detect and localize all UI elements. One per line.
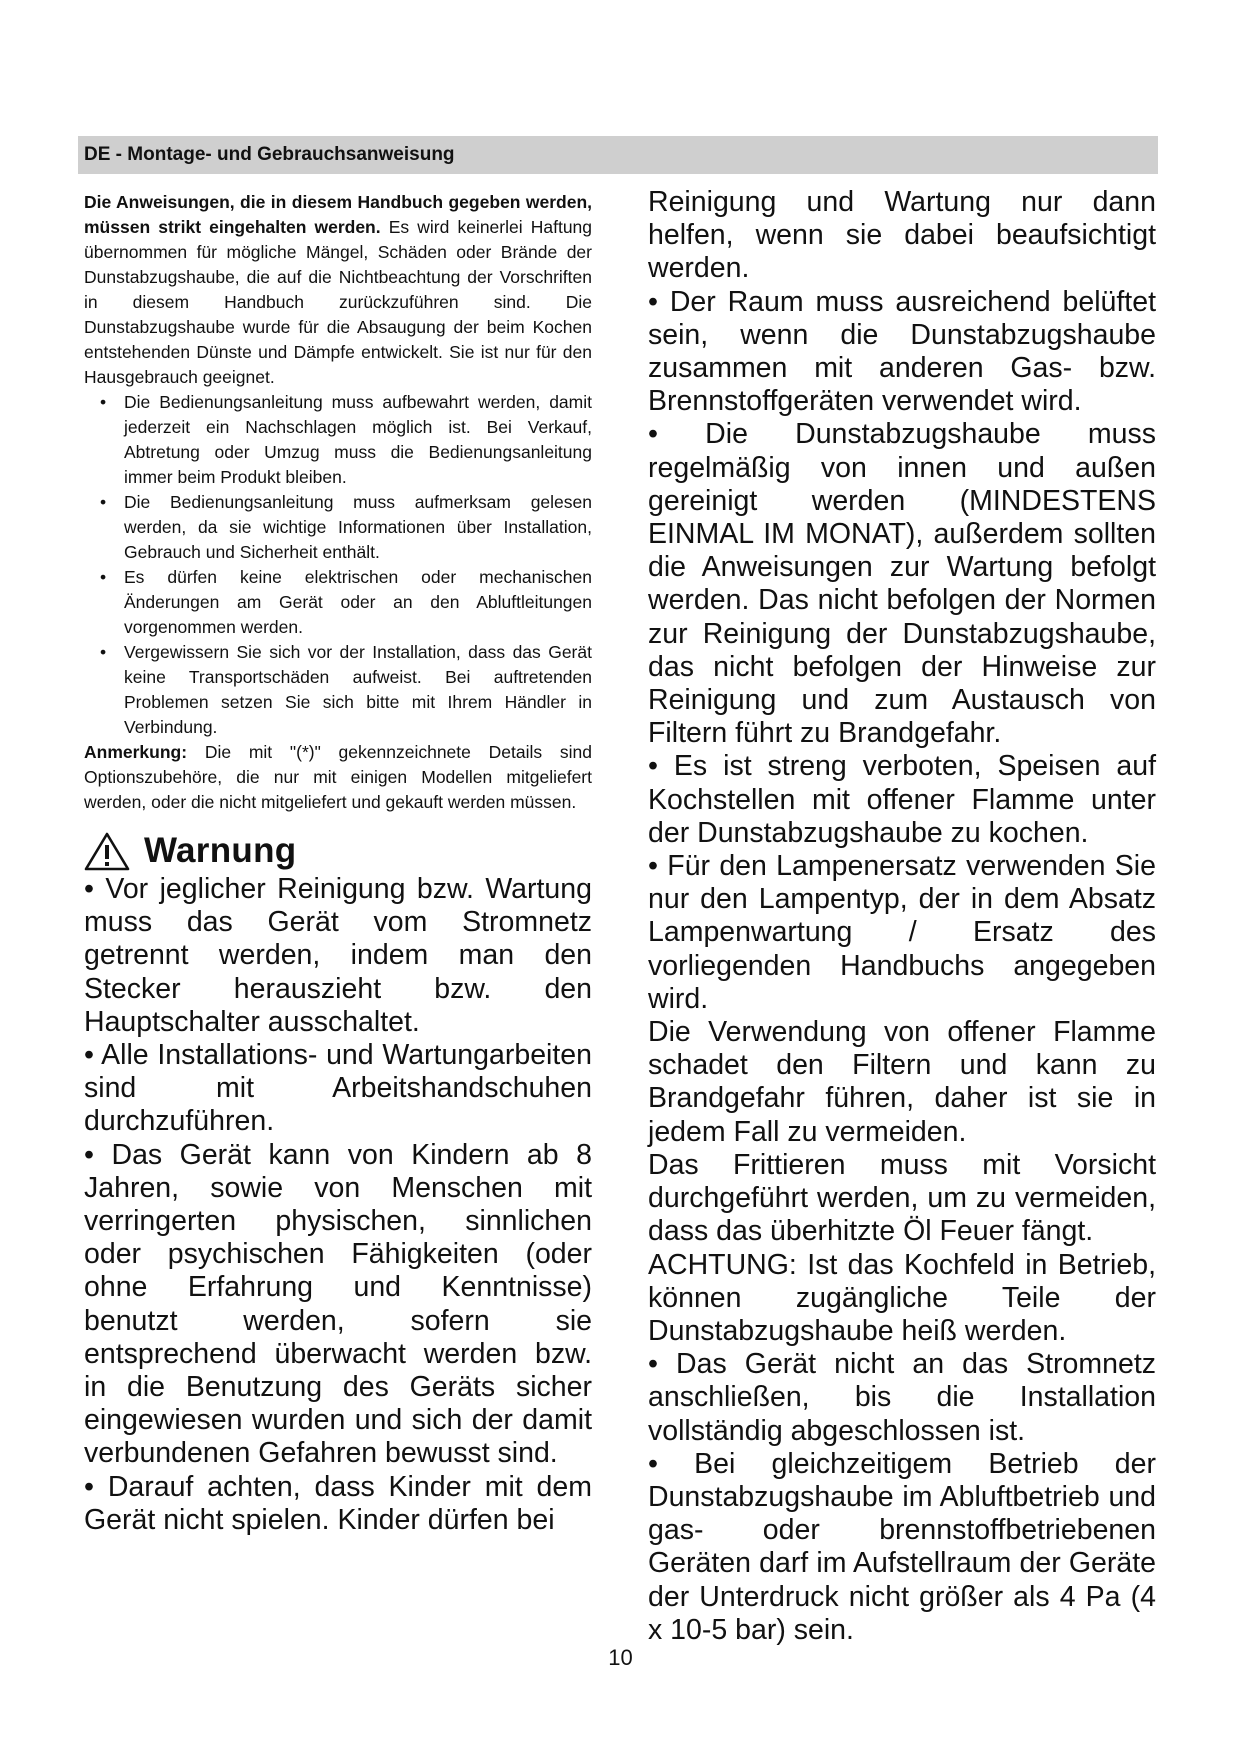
right-column (648, 186, 1156, 1647)
intro-bullet: • Die Bedienungsanleitung muss aufbewahrt werden, damit jederzeit ein Nachschlagen möglich ist. Bei Verkauf, Abtretung oder Umzug muss die Bedienungsanleitung immer beim Produkt bleiben. (84, 390, 592, 490)
flame-paragraph: Die Verwendung von offener Flamme schadet den Filtern und kann zu Brandgefahr führen, daher ist sie in jedem Fall zu vermeiden. (648, 1016, 1156, 1148)
intro-bullet: • Es dürfen keine elektrischen oder mechanischen Änderungen am Gerät oder an den Abluftleitungen vorgenommen werden. (84, 565, 592, 640)
intro-text: Es wird keinerlei Haftung übernommen für mögliche Mängel, Schäden oder Brände der Dunstabzugshaube, die auf die Nichtbeachtung der Vorschriften in diesem Handbuch zurückzuführen sind. Die Dunstabzugshaube wurde für die Absaugung der beim Kochen entstehenden Dünste und Dämpfe entwickelt. Sie ist nur für den Hausgebrauch geeignet. (84, 217, 593, 387)
intro-paragraph (84, 190, 592, 390)
attention-paragraph: ACHTUNG: Ist das Kochfeld in Betrieb, können zugängliche Teile der Dunstabzugshaube heiß werden. (648, 1248, 1156, 1347)
page-number: 10 (608, 1645, 633, 1670)
warning-bullet: • Vor jeglicher Reinigung bzw. Wartung muss das Gerät vom Stromnetz getrennt werden, indem man den Stecker herauszieht bzw. den Hauptschalter ausschaltet. (84, 873, 592, 1039)
frying-paragraph: Das Frittieren muss mit Vorsicht durchgeführt werden, um zu vermeiden, dass das überhitzte Öl Feuer fängt. (648, 1148, 1156, 1248)
warning-triangle-icon (84, 831, 130, 871)
warning-bullet: • Für den Lampenersatz verwenden Sie nur den Lampentyp, der in dem Absatz Lampenwartung / Ersatz des vorliegenden Handbuchs angegeben wird. (648, 850, 1156, 1016)
intro-bold: Die Anweisungen, die in diesem Handbuch gegeben werden, müssen strikt eingehalten werden. (84, 192, 592, 237)
intro-bullet-list (84, 390, 592, 740)
warning-bullet: • Der Raum muss ausreichend belüftet sein, wenn die Dunstabzugshaube zusammen mit anderen Gas- bzw. Brennstoffgeräten verwendet wird. (648, 286, 1156, 419)
warning-bullet: • Bei gleichzeitigem Betrieb der Dunstabzugshaube im Abluftbetrieb und gas- oder brennstoffbetriebenen Geräten darf im Aufstellraum der Geräte der Unterdruck nicht größer als 4 Pa (4 x 10-5 bar) sein. (648, 1448, 1156, 1647)
section-title: DE - Montage- und Gebrauchsanweisung (84, 144, 455, 165)
warning-bullet: • Es ist streng verboten, Speisen auf Kochstellen mit offener Flamme unter der Dunstabzugshaube zu kochen. (648, 750, 1156, 850)
note-text: Die mit "(*)" gekennzeichnete Details sind Optionszubehöre, die nur mit einigen Modellen mitgeliefert werden, oder die nicht mitgeliefert und gekauft werden müssen. (84, 742, 592, 812)
continuation-paragraph: Reinigung und Wartung nur dann helfen, wenn sie dabei beaufsichtigt werden. (648, 186, 1156, 285)
note-paragraph (84, 740, 592, 815)
warning-title: Warnung (144, 831, 297, 870)
warning-heading (84, 829, 592, 873)
note-label: Anmerkung: (84, 742, 188, 762)
warning-bullet: • Alle Installations- und Wartungarbeiten sind mit Arbeitshandschuhen durchzuführen. (84, 1039, 592, 1139)
left-column (84, 190, 592, 1537)
warning-bullet: • Darauf achten, dass Kinder mit dem Gerät nicht spielen. Kinder dürfen bei (84, 1471, 592, 1537)
section-header-bar (78, 136, 1158, 174)
warning-bullet: • Die Dunstabzugshaube muss regelmäßig von innen und außen gereinigt werden (MINDESTENS EINMAL IM MONAT), außerdem sollten die Anweisungen zur Wartung befolgt werden. Das nicht befolgen der Normen zur Reinigung der Dunstabzugshaube, das nicht befolgen der Hinweise zur Reinigung und zum Austausch von Filtern führt zu Brandgefahr. (648, 418, 1156, 750)
intro-bullet: • Vergewissern Sie sich vor der Installation, dass das Gerät keine Transportschäden aufweist. Bei auftretenden Problemen setzen Sie sich bitte mit Ihrem Händler in Verbindung. (84, 640, 592, 740)
warning-bullet: • Das Gerät kann von Kindern ab 8 Jahren, sowie von Menschen mit verringerten physischen, sinnlichen oder psychischen Fähigkeiten (oder ohne Erfahrung und Kenntnisse) benutzt werden, sofern sie entsprechend überwacht werden bzw. in die Benutzung des Geräts sicher eingewiesen wurden und sich der damit verbundenen Gefahren bewusst sind. (84, 1139, 592, 1471)
warning-bullet: • Das Gerät nicht an das Stromnetz anschließen, bis die Installation vollständig abgeschlossen ist. (648, 1348, 1156, 1448)
intro-bullet: • Die Bedienungsanleitung muss aufmerksam gelesen werden, da sie wichtige Informationen über Installation, Gebrauch und Sicherheit enthält. (84, 490, 592, 565)
